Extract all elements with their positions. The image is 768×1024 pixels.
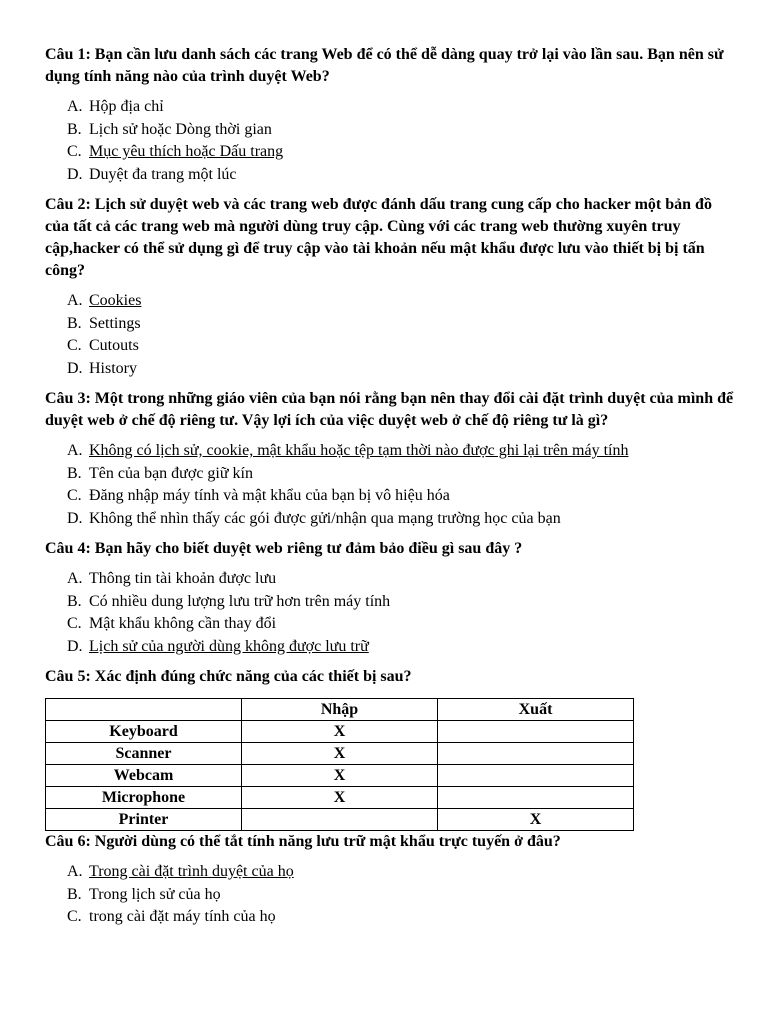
option-letter: D. — [67, 637, 83, 655]
question-1-options — [67, 96, 735, 186]
option-c — [67, 613, 735, 636]
output-mark — [438, 743, 634, 765]
option-letter: D. — [67, 509, 83, 527]
option-d — [67, 508, 735, 531]
option-text-answer: Mục yêu thích hoặc Dấu trang — [89, 143, 284, 160]
device-name: Scanner — [46, 743, 242, 765]
option-letter: C. — [67, 487, 82, 504]
option-text: Không thể nhìn thấy các gói được gửi/nhận qua mạng trường học của bạn — [89, 509, 561, 527]
option-d — [67, 636, 735, 659]
question-5: Câu 5: Xác định đúng chức năng của các thiết bị sau? — [45, 668, 412, 685]
option-letter: A. — [67, 292, 83, 309]
device-name: Keyboard — [46, 721, 242, 743]
table-header-input: Nhập — [242, 699, 438, 721]
option-letter: C. — [67, 615, 82, 632]
option-a — [67, 96, 735, 119]
question-4-options — [67, 568, 735, 658]
option-text: Tên của bạn được giữ kín — [89, 464, 253, 482]
question-6: Câu 6: Người dùng có thể tắt tính năng lưu trữ mật khẩu trực tuyến ở đâu? — [45, 833, 561, 850]
option-letter: C. — [67, 908, 82, 925]
table-row — [46, 809, 634, 831]
option-text: Thông tin tài khoản được lưu — [89, 570, 277, 587]
option-a — [67, 290, 735, 313]
document-page — [45, 44, 735, 937]
option-a — [67, 861, 735, 884]
option-text: Trong lịch sử của họ — [89, 885, 221, 903]
option-letter: D. — [67, 359, 83, 377]
option-text: Có nhiều dung lượng lưu trữ hơn trên máy tính — [89, 592, 391, 610]
table-row — [46, 765, 634, 787]
option-b — [67, 884, 735, 907]
device-name: Microphone — [46, 787, 242, 809]
option-b — [67, 313, 735, 336]
option-b — [67, 591, 735, 614]
option-text-answer: Cookies — [89, 292, 142, 309]
table-row — [46, 721, 634, 743]
option-letter: B. — [67, 885, 82, 903]
table-header-row — [46, 699, 634, 721]
option-text-answer: Trong cài đặt trình duyệt của họ — [89, 863, 294, 880]
output-mark: X — [438, 809, 634, 831]
option-text: Mật khẩu không cần thay đổi — [89, 615, 277, 632]
option-letter: B. — [67, 592, 82, 610]
input-mark: X — [242, 743, 438, 765]
input-mark: X — [242, 765, 438, 787]
table-header-output: Xuất — [438, 699, 634, 721]
option-letter: C. — [67, 143, 82, 160]
option-a — [67, 568, 735, 591]
option-a — [67, 440, 735, 463]
question-2: Câu 2: Lịch sử duyệt web và các trang web được đánh dấu trang cung cấp cho hacker một bản đồ của tất cả các trang web mà người dùng truy cập. Cùng với các trang web thường xuyên truy cập,hacker có thể sử dụng gì để truy cập vào tài khoản nếu mật khẩu được lưu vào thiết bị bị tấn công? — [45, 196, 712, 279]
question-3-options — [67, 440, 735, 530]
option-b — [67, 119, 735, 142]
option-letter: D. — [67, 165, 83, 183]
input-mark — [242, 809, 438, 831]
question-3: Câu 3: Một trong những giáo viên của bạn nói rằng bạn nên thay đổi cài đặt trình duyệt của mình để duyệt web ở chế độ riêng tư. Vậy lợi ích của việc duyệt web ở chế độ riêng tư là gì? — [45, 390, 734, 429]
option-c — [67, 141, 735, 164]
option-c — [67, 485, 735, 508]
option-text: trong cài đặt máy tính của họ — [89, 908, 276, 925]
table-row — [46, 787, 634, 809]
input-mark: X — [242, 787, 438, 809]
option-letter: A. — [67, 570, 83, 587]
table-header-cell — [46, 699, 242, 721]
option-d — [67, 358, 735, 381]
option-letter: A. — [67, 863, 83, 880]
option-letter: C. — [67, 337, 82, 354]
option-text: Settings — [89, 314, 141, 332]
option-text: Duyệt đa trang một lúc — [89, 165, 237, 183]
option-letter: B. — [67, 464, 82, 482]
option-d — [67, 164, 735, 187]
option-text: Hộp địa chỉ — [89, 98, 164, 115]
option-letter: B. — [67, 120, 82, 138]
option-text: Đăng nhập máy tính và mật khẩu của bạn bị vô hiệu hóa — [89, 487, 450, 504]
option-b — [67, 463, 735, 486]
input-mark: X — [242, 721, 438, 743]
device-function-table — [45, 698, 634, 831]
question-1: Câu 1: Bạn cần lưu danh sách các trang Web để có thể dễ dàng quay trở lại vào lần sau. Bạn nên sử dụng tính năng nào của trình duyệt Web? — [45, 46, 724, 85]
option-letter: A. — [67, 442, 83, 459]
option-text-answer: Không có lịch sử, cookie, mật khẩu hoặc tệp tạm thời nào được ghi lại trên máy tính — [89, 442, 629, 459]
question-4: Câu 4: Bạn hãy cho biết duyệt web riêng tư đảm bảo điều gì sau đây ? — [45, 540, 523, 557]
option-c — [67, 335, 735, 358]
output-mark — [438, 765, 634, 787]
option-letter: B. — [67, 314, 82, 332]
device-name: Printer — [46, 809, 242, 831]
question-2-options — [67, 290, 735, 380]
option-text: History — [89, 359, 137, 377]
device-name: Webcam — [46, 765, 242, 787]
option-text-answer: Lịch sử của người dùng không được lưu trữ — [89, 637, 369, 655]
output-mark — [438, 721, 634, 743]
option-letter: A. — [67, 98, 83, 115]
table-row — [46, 743, 634, 765]
option-text: Cutouts — [89, 337, 139, 354]
question-6-options — [67, 861, 735, 929]
option-text: Lịch sử hoặc Dòng thời gian — [89, 120, 272, 138]
option-c — [67, 906, 735, 929]
output-mark — [438, 787, 634, 809]
